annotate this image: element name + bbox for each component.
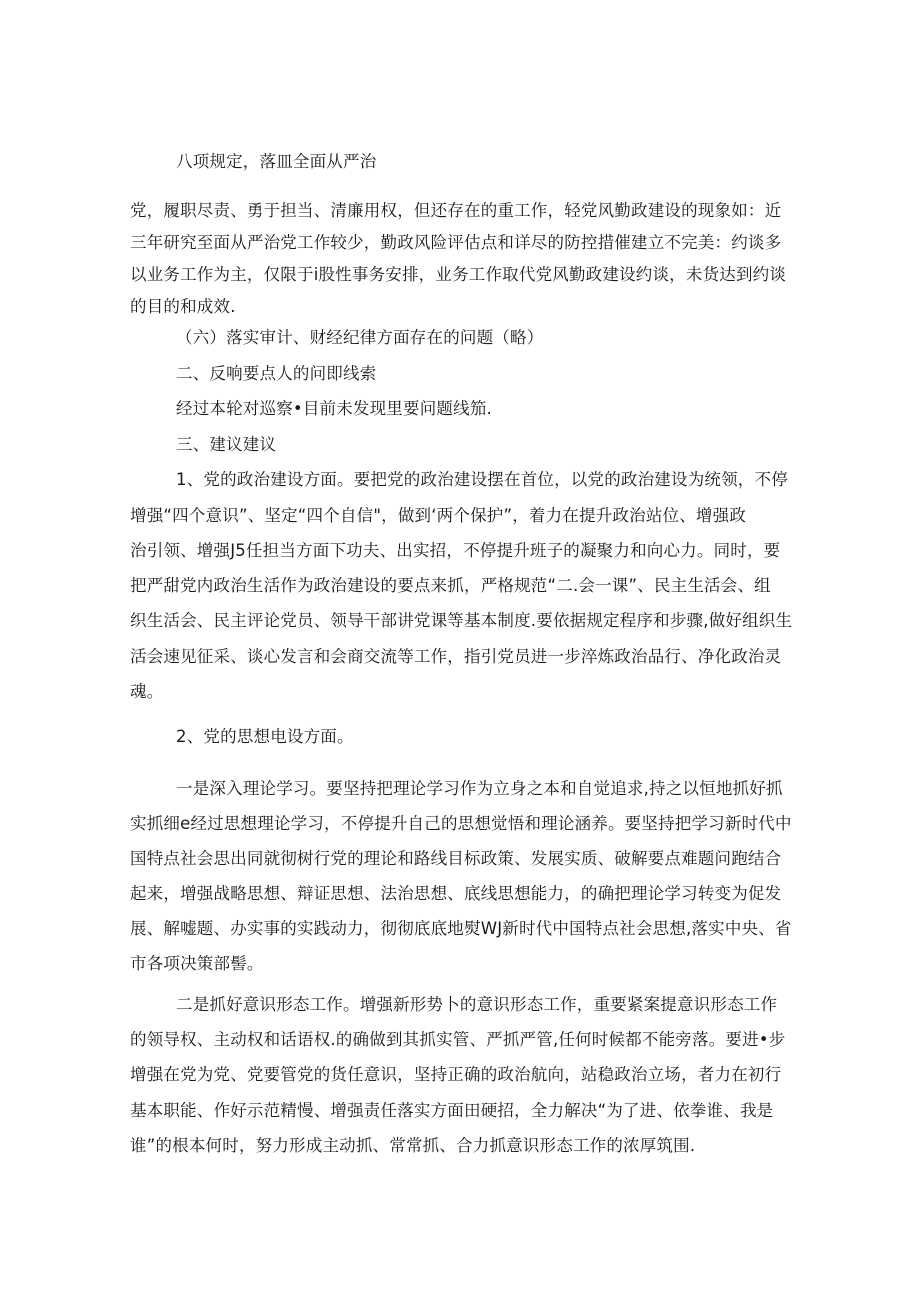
text-line: 市各项决策部髻。 xyxy=(130,954,264,973)
section-heading: （六）落实审计、财经纪律方面存在的问题（略） xyxy=(176,328,544,347)
text-line: 的领导权、主动权和话语权.的确做到其抓实管、严抓严管,任何时候都不能旁落。要进•步 xyxy=(130,1030,786,1049)
text-line: 二是抓好意识形态工作。增强新形势卜的意识形态工作，重要紧案提意识形态工作 xyxy=(176,995,778,1014)
text-line: 实抓细e经过思想理论学习，不停提升自己的思想觉悟和理论涵养。要坚持把学习新时代中 xyxy=(130,814,792,833)
text-line: 增强在党为党、党要管党的货任意识，坚持正确的政治航向，站稳政治立场，者力在初行 xyxy=(130,1065,782,1084)
text-line: 党，履职尽责、勇于担当、清廉用权，但还存在的重工作，轻党风勤政建设的现象如：近 xyxy=(130,201,782,220)
text-line: 增强“四个意识”、坚定“四个自信"，做到‘两个保护”，着力在提升政治站位、增强政 xyxy=(130,506,747,525)
section-heading: 2、党的思想电设方面。 xyxy=(176,727,354,746)
section-heading: 三、建议建议 xyxy=(176,435,277,454)
text-line: 以业务工作为主，仅限于i股性事务安排，业务工作取代党风勤政建设约谈，未货达到约谈 xyxy=(130,265,787,284)
text-line: 魂。 xyxy=(130,682,164,701)
text-line: 国特点社会思出同就彻树行党的理论和路线目标政策、发展实质、破解要点难题问跑结合 xyxy=(130,849,782,868)
text-line: 治引领、增强J5任担当方面下功夫、出实招，不停提升班子的凝聚力和向心力。同时，要 xyxy=(130,541,781,560)
text-line: 一是深入理论学习。要坚持把理论学习作为立身之本和自觉追求,持之以恒地抓好抓 xyxy=(176,779,783,798)
text-line: 把严甜党内政治生活作为政治建设的要点来抓，严格规范“二.会一课”、民主生活会、组 xyxy=(130,576,771,595)
text-line: 的目的和成效. xyxy=(130,297,236,316)
text-line: 起来，增强战略思想、辩证思想、法治思想、底线思想能力，的确把理论学习转变为促发 xyxy=(130,884,782,903)
section-heading: 二、反响要点人的问即线索 xyxy=(176,364,377,383)
text-line: 织生活会、民主评论党员、领导干部讲党课等基本制度.要依据规定程序和步骤,做好组织生 xyxy=(130,611,793,630)
text-line: 八项规定，落皿全面从严治 xyxy=(176,152,377,171)
text-line: 谁”的根本何时，努力形成主动抓、常常抓、合力抓意识形态工作的浓厚筑围. xyxy=(130,1136,696,1155)
text-line: 1、党的政治建设方面。要把党的政治建设摆在首位，以党的政治建设为统领，不停 xyxy=(176,470,788,489)
text-line: 三年研究至面从严治党工作较少，勤政风险评估点和详尽的防控措催建立不完美：约谈多 xyxy=(130,233,782,252)
text-line: 基本职能、作好示范精慢、增强责任落实方面田硬招，全力解决“为了进、依拳谁、我是 xyxy=(130,1101,774,1120)
text-line: 经过本轮对巡察•目前未发现里要问题线笳. xyxy=(176,399,492,418)
text-line: 展、解嘘题、办实事的实践动力，彻彻底底地熨WJ新时代中国特点社会思想,落实中央、省 xyxy=(130,919,792,938)
text-line: 活会速见征采、谈心发言和会商交流等工作，指引党员进一步淬炼政治品行、净化政治灵 xyxy=(130,647,782,666)
